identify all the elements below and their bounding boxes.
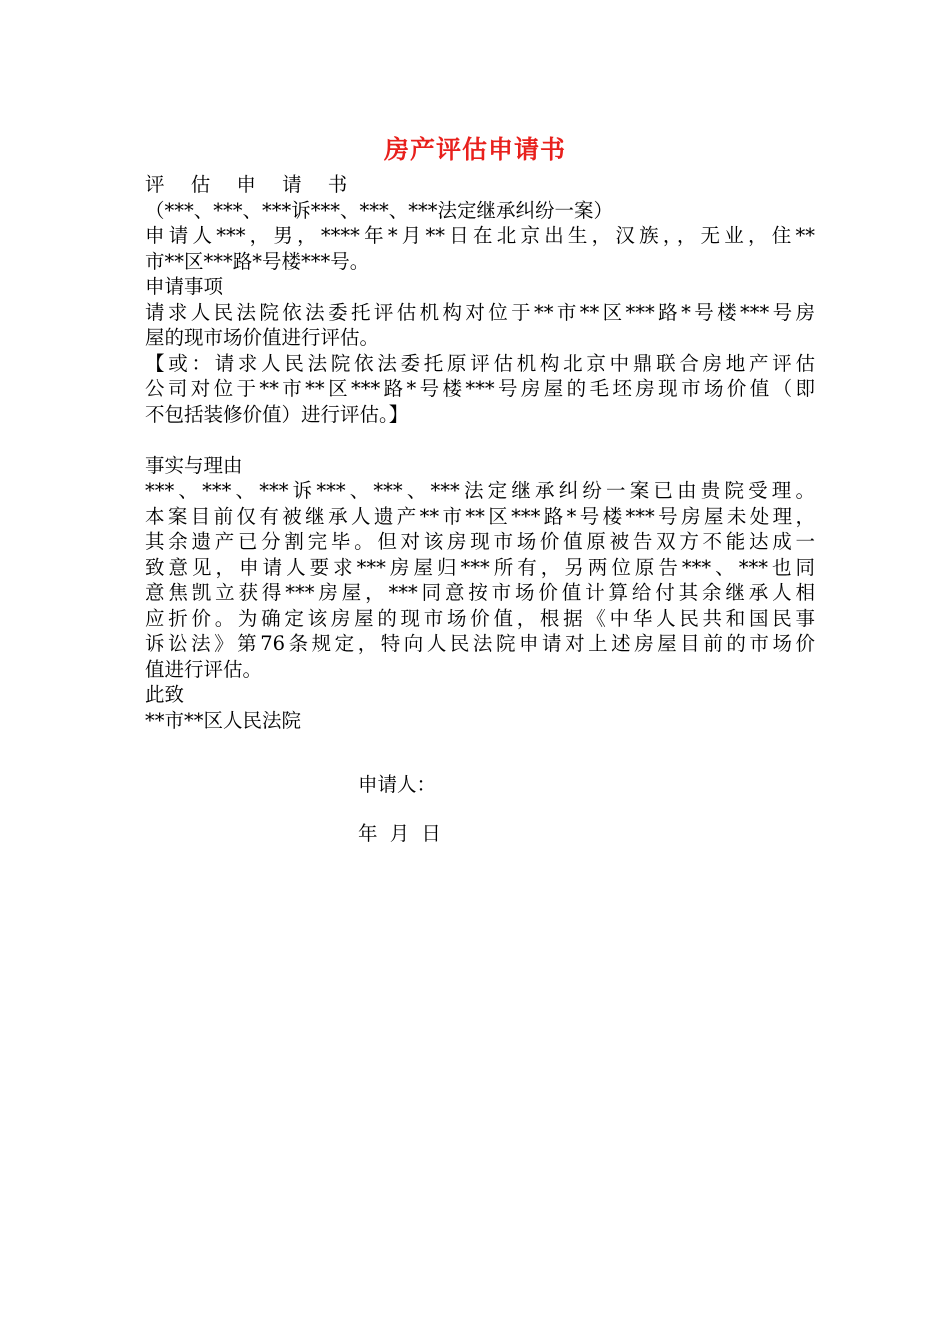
facts-line-7: 诉讼法》第76条规定，特向人民法院申请对上述房屋目前的市场价 bbox=[145, 632, 815, 655]
case-line: （***、***、***诉***、***、***法定继承纠纷一案） bbox=[145, 198, 614, 222]
facts-heading: 事实与理由 bbox=[145, 453, 243, 477]
facts-line-4: 致意见，申请人要求***房屋归***所有，另两位原告***、***也同 bbox=[145, 555, 815, 579]
closing: 此致 bbox=[145, 683, 185, 706]
document-title: 房产评估申请书 bbox=[383, 135, 566, 164]
facts-line-5: 意焦凯立获得***房屋，***同意按市场价值计算给付其余继承人相 bbox=[145, 581, 815, 604]
request-line-1: 请求人民法院依法委托评估机构对位于**市**区***路*号楼***号房 bbox=[145, 300, 815, 324]
facts-line-3: 其余遗产已分割完毕。但对该房现市场价值原被告双方不能达成一 bbox=[145, 530, 815, 553]
applicant-line-1: 申请人***，男，****年*月**日在北京出生，汉族，，无业，住** bbox=[145, 224, 815, 247]
document-body bbox=[145, 172, 815, 733]
signature-label: 申请人： bbox=[358, 773, 437, 796]
alternative-line-1: 【或：请求人民法院依法委托原评估机构北京中鼎联合房地产评估 bbox=[145, 351, 815, 375]
alternative-line-2: 公司对位于**市**区***路*号楼***号房屋的毛坯房现市场价值（即 bbox=[145, 377, 815, 400]
request-line-2: 屋的现市场价值进行评估。 bbox=[145, 326, 380, 349]
alternative-line-3: 不包括装修价值）进行评估。】 bbox=[145, 402, 409, 426]
recipient: **市**区人民法院 bbox=[145, 708, 302, 732]
facts-line-6: 应折价。为确定该房屋的现市场价值，根据《中华人民共和国民事 bbox=[145, 606, 815, 630]
request-heading: 申请事项 bbox=[145, 275, 224, 298]
date-label: 年 月 日 bbox=[358, 822, 441, 845]
facts-line-2: 本案目前仅有被继承人遗产**市**区***路*号楼***号房屋未处理， bbox=[145, 504, 815, 528]
facts-line-1: ***、***、***诉***、***、***法定继承纠纷一案已由贵院受理。 bbox=[145, 479, 815, 502]
facts-line-8: 值进行评估。 bbox=[145, 657, 263, 681]
document-heading: 评 估 申 请 书 bbox=[145, 173, 358, 196]
applicant-line-2: 市**区***路*号楼***号。 bbox=[145, 249, 370, 273]
blank-line bbox=[145, 427, 815, 453]
